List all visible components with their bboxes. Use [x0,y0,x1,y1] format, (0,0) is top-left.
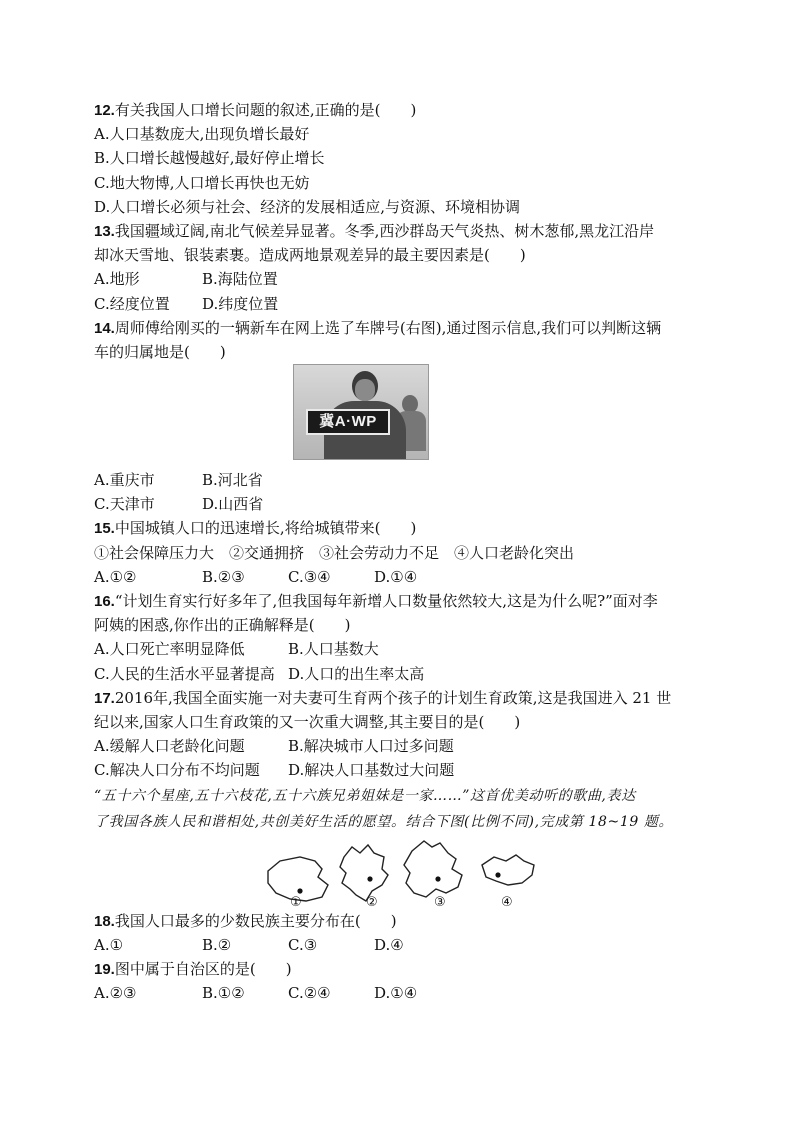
question-number: 16. [94,593,115,610]
option-c[interactable]: C.②④ [288,984,331,1003]
question-text: 我国人口最多的少数民族主要分布在( ) [114,911,397,930]
option-b[interactable]: B.解决城市人口过多问题 [288,737,454,756]
question-number: 14. [94,319,115,337]
option-c[interactable]: C.③④ [288,567,331,586]
question-text: 中国城镇人口的迅速增长,将给城镇带来( ) [114,519,417,538]
option-d[interactable]: D.人口增长必须与社会、经济的发展相适应,与资源、环境相协调 [94,197,521,216]
option-a[interactable]: A.人口基数庞大,出现负增长最好 [94,125,310,144]
option-c[interactable]: C.解决人口分布不均问题 [94,761,260,780]
option-a[interactable]: A.人口死亡率明显降低 [94,640,245,659]
question-number: 18. [94,912,115,930]
option-a[interactable]: A.地形 [94,270,140,289]
question-12-stem [94,98,724,122]
options-row [94,492,724,516]
question-text-cont: 车的归属地是( ) [94,342,226,361]
question-14-stem [94,316,724,340]
option-c[interactable]: C.地大物博,人口增长再快也无妨 [94,173,310,192]
question-text-cont: 阿姨的困惑,你作出的正确解释是( ) [94,616,351,635]
options-row [94,292,724,316]
license-plate-photo [293,364,429,460]
license-plate: 冀A·WP [306,409,390,435]
option-b[interactable]: B.①② [202,984,245,1003]
option-a[interactable]: A.重庆市 [94,471,155,490]
option-d[interactable]: D.①④ [374,567,418,586]
question-18-stem [94,909,724,933]
option-a[interactable]: A.缓解人口老龄化问题 [94,737,245,756]
person-face [355,379,375,401]
option-c[interactable]: C.人民的生活水平显著提高 [94,664,275,683]
material-text-cont: 了我国各族人民和谐相处,共创美好生活的愿望。结合下图(比例不同),完成第 18~19 题。 [94,813,674,830]
options-row [94,662,724,686]
option-a[interactable]: A.②③ [94,984,137,1003]
option-d[interactable]: D.纬度位置 [202,294,279,313]
question-number: 17. [94,689,115,707]
option-d[interactable]: D.解决人口基数过大问题 [288,761,455,780]
option-a[interactable]: A.① [94,935,124,954]
options-row [94,565,724,589]
question-text: 图中属于自治区的是( ) [114,959,292,978]
question-text-cont: 纪以来,国家人口生育政策的又一次重大调整,其主要目的是( ) [94,712,521,731]
options-row [94,637,724,661]
options-row [94,468,724,492]
option-d[interactable]: D.④ [374,935,404,954]
option-d[interactable]: D.山西省 [202,495,264,514]
question-number: 12. [94,102,115,119]
province-outlines [0,835,630,909]
question-text: 2016年,我国全面实施一对夫妻可生育两个孩子的计划生育政策,这是我国进入 21 世 [114,688,672,707]
option-b[interactable]: B.人口基数大 [288,640,379,659]
province-map-3 [404,841,462,897]
material-text: “五十六个星座,五十六枝花,五十六族兄弟姐妹是一家……”这首优美动听的歌曲,表达 [94,787,636,804]
option-b[interactable]: B.② [202,935,232,954]
capital-dot-3 [435,876,440,881]
question-19-stem [94,957,724,981]
option-b[interactable]: B.人口增长越慢越好,最好停止增长 [94,149,325,168]
question-16-stem [94,589,724,613]
options-row [94,981,724,1005]
question-17-stem [94,686,724,710]
question-number: 13. [94,222,115,240]
statement-items: ①社会保障压力大 ②交通拥挤 ③社会劳动力不足 ④人口老龄化突出 [94,543,575,562]
province-map-4 [482,855,534,885]
options-row [94,267,724,291]
option-c[interactable]: C.③ [288,935,318,954]
license-plate-photo-wrap [0,364,724,468]
question-text: 周师傅给刚买的一辆新车在网上选了车牌号(右图),通过图示信息,我们可以判断这辆 [114,318,662,337]
question-text-cont: 却冰天雪地、银装素裹。造成两地景观差异的最主要因素是( ) [94,246,526,265]
option-c[interactable]: C.经度位置 [94,294,170,313]
question-number: 15. [94,520,115,538]
option-b[interactable]: B.海陆位置 [202,270,278,289]
capital-dot-1 [297,888,302,893]
capital-dot-2 [367,876,372,881]
map-label-1: ① [290,894,302,910]
question-number: 19. [94,960,115,978]
option-a[interactable]: A.①② [94,567,137,586]
option-d[interactable]: D.①④ [374,984,418,1003]
options-row [94,734,724,758]
options-row [94,933,724,957]
question-13-stem [94,219,724,243]
province-maps [0,835,724,909]
option-b[interactable]: B.河北省 [202,471,263,490]
question-15-stem [94,516,724,540]
map-label-4: ④ [501,894,513,910]
question-text: “计划生育实行好多年了,但我国每年新增人口数量依然较大,这是为什么呢?”面对李 [114,592,658,610]
map-label-2: ② [366,894,378,910]
capital-dot-4 [495,872,500,877]
question-text: 有关我国人口增长问题的叙述,正确的是( ) [114,101,417,119]
exam-page [94,98,724,1005]
map-label-3: ③ [434,894,446,910]
options-row [94,758,724,782]
question-text: 我国疆域辽阔,南北气候差异显著。冬季,西沙群岛天气炎热、树木葱郁,黑龙江沿岸 [114,221,655,240]
province-map-2 [340,845,388,901]
option-c[interactable]: C.天津市 [94,495,155,514]
option-d[interactable]: D.人口的出生率太高 [288,664,425,683]
option-b[interactable]: B.②③ [202,567,245,586]
